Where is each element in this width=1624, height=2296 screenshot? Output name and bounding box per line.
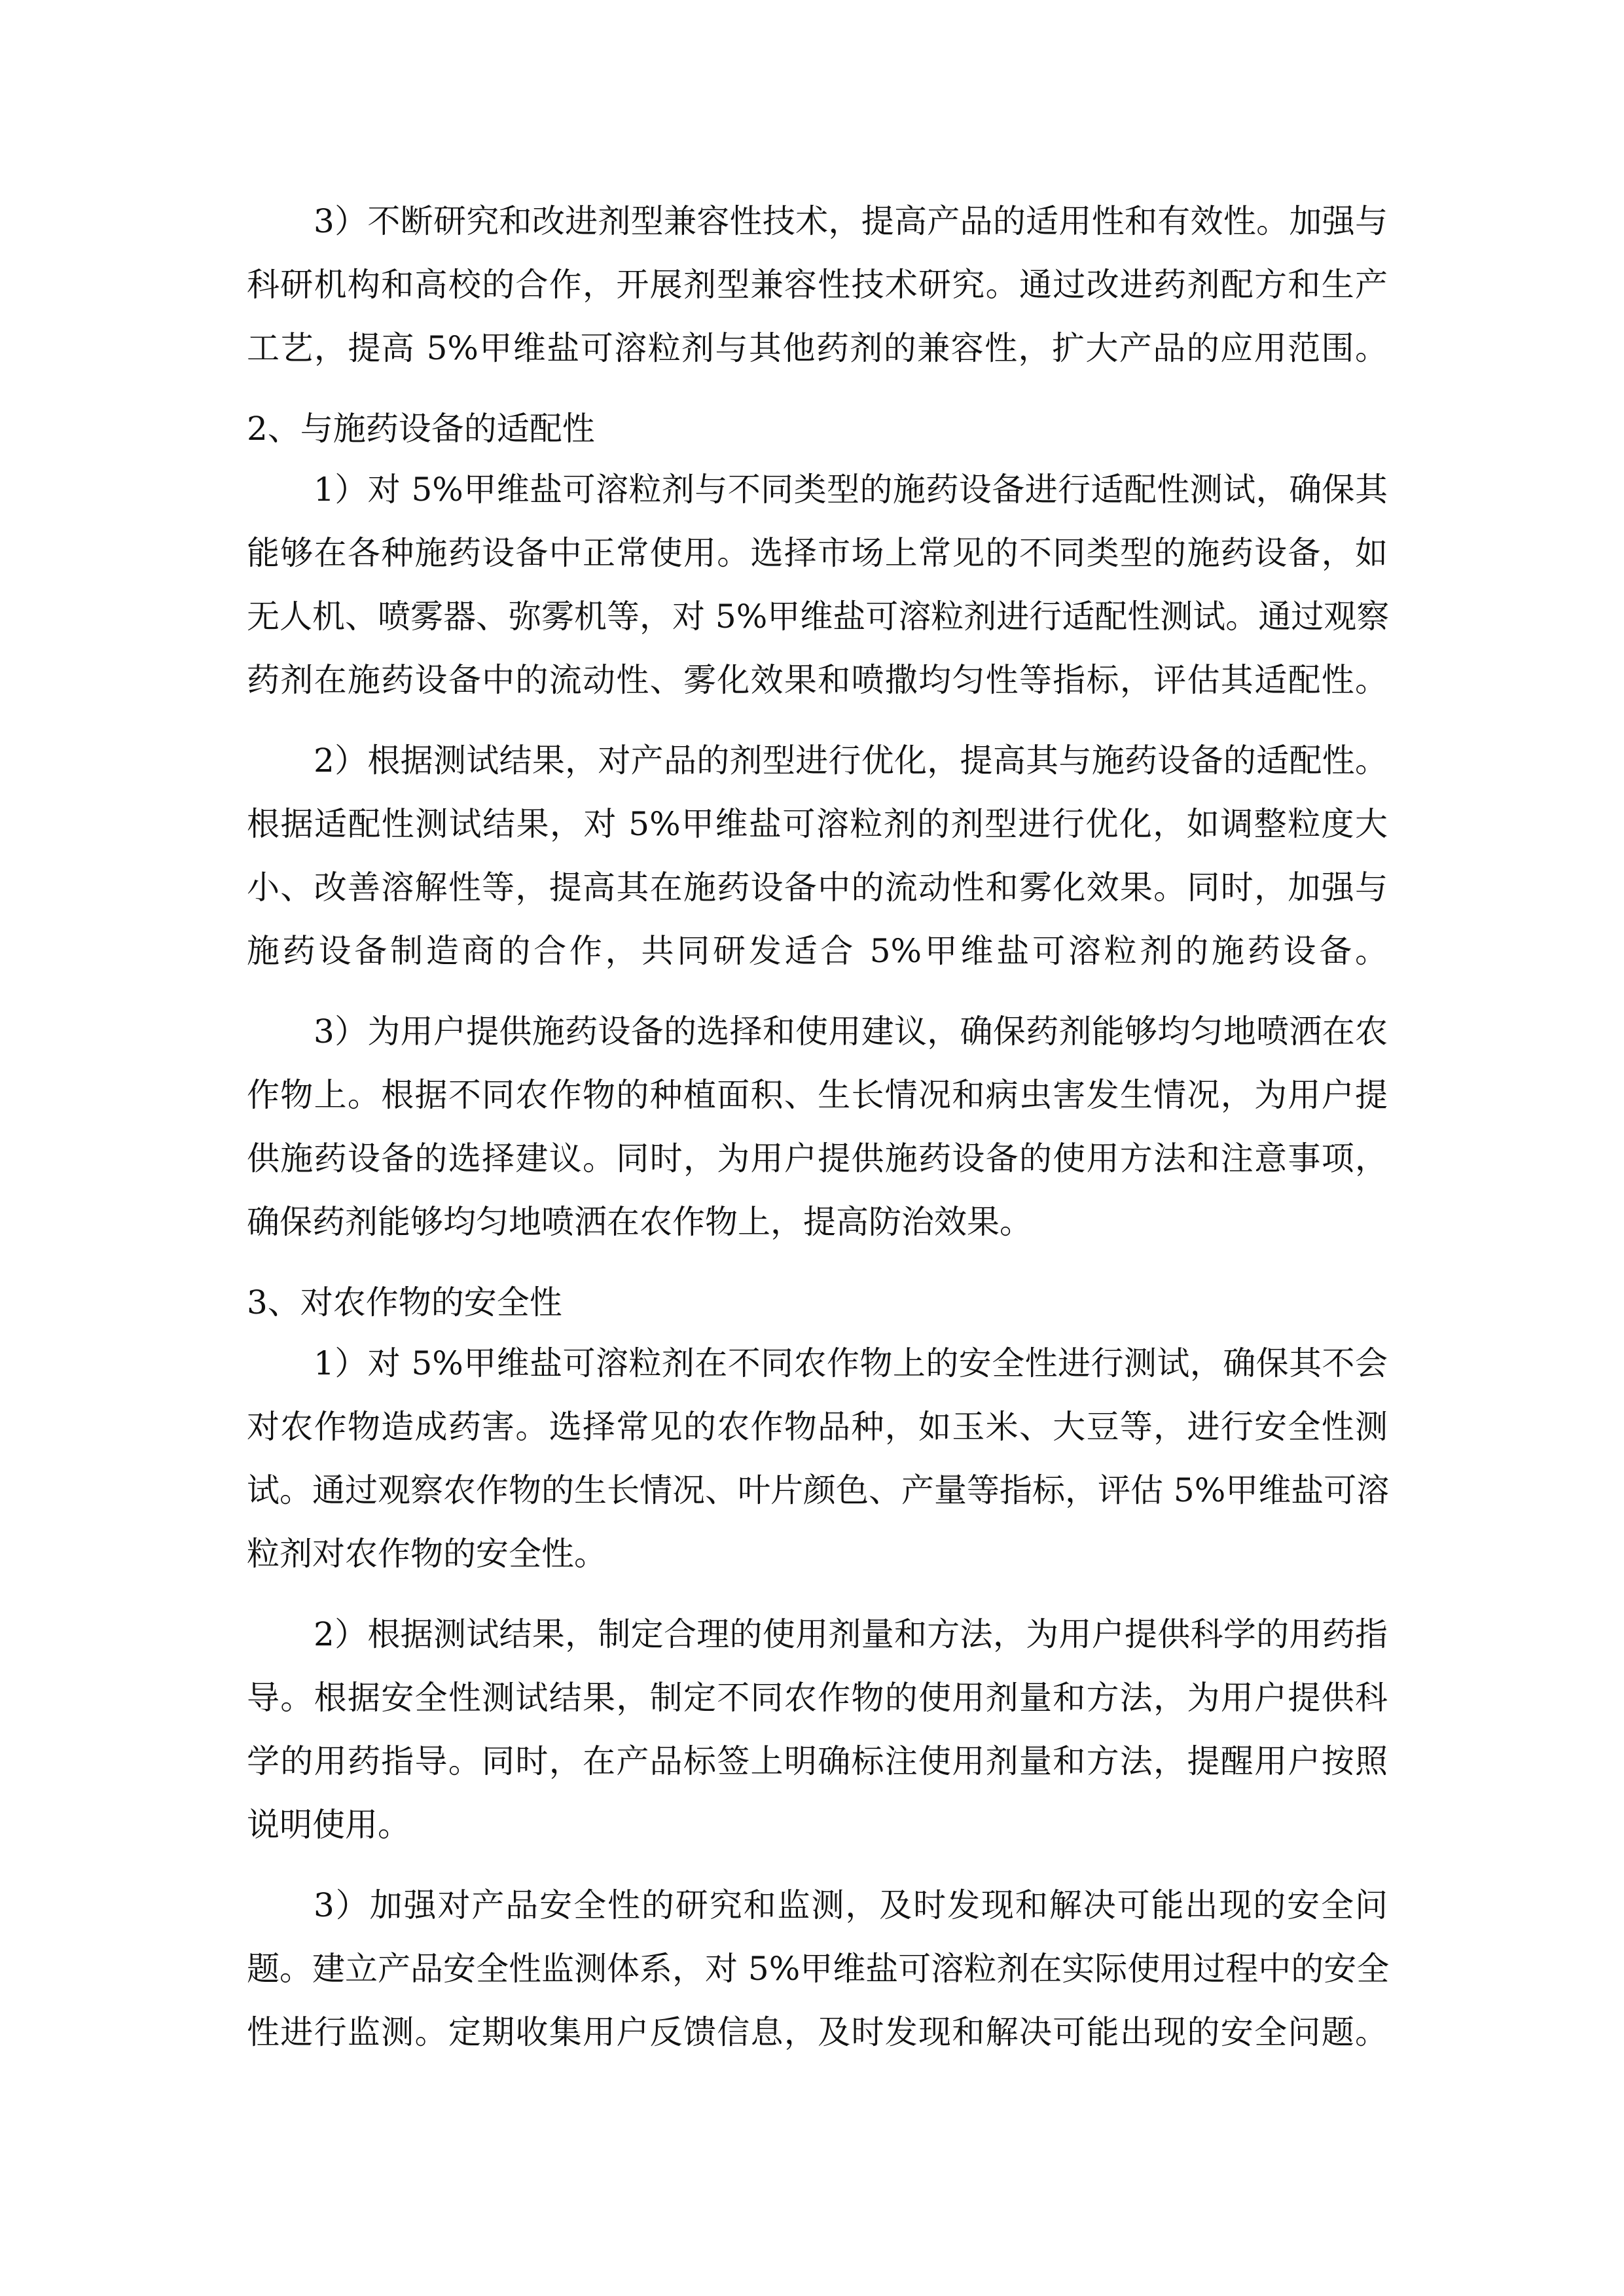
paragraph-line: 无人机、喷雾器、弥雾机等，对 5%甲维盐可溶粒剂进行适配性测试。通过观察 [247,598,1390,636]
paragraph-line: 药剂在施药设备中的流动性、雾化效果和喷撒均匀性等指标，评估其适配性。 [247,661,1388,699]
paragraph-line: 学的用药指导。同时，在产品标签上明确标注使用剂量和方法，提醒用户按照 [247,1742,1388,1780]
paragraph-line: 工艺，提高 5%甲维盐可溶粒剂与其他药剂的兼容性，扩大产品的应用范围。 [247,329,1388,367]
paragraph [247,458,1388,712]
paragraph-line: 说明使用。 [247,1806,410,1844]
paragraph-line: 科研机构和高校的合作，开展剂型兼容性技术研究。通过改进药剂配方和生产 [247,266,1388,304]
paragraph-line: 施药设备制造商的合作，共同研发适合 5%甲维盐可溶粒剂的施药设备。 [247,932,1388,970]
paragraph [247,1874,1388,2064]
paragraph-line: 1）对 5%甲维盐可溶粒剂与不同类型的施药设备进行适配性测试，确保其 [314,471,1388,509]
section-heading [247,1271,1388,1335]
paragraph [247,1332,1388,1586]
paragraph-line: 2）根据测试结果，制定合理的使用剂量和方法，为用户提供科学的用药指 [314,1615,1388,1653]
paragraph-line: 2）根据测试结果，对产品的剂型进行优化，提高其与施药设备的适配性。 [314,742,1388,780]
paragraph-line: 粒剂对农作物的安全性。 [247,1535,607,1573]
paragraph [247,729,1388,983]
paragraph [247,1603,1388,1857]
paragraph-line: 导。根据安全性测试结果，制定不同农作物的使用剂量和方法，为用户提供科 [247,1679,1388,1717]
paragraph-line: 3）不断研究和改进剂型兼容性技术，提高产品的适用性和有效性。加强与 [314,202,1388,240]
paragraph-line: 3）加强对产品安全性的研究和监测，及时发现和解决可能出现的安全问 [314,1886,1388,1924]
paragraph-line: 根据适配性测试结果，对 5%甲维盐可溶粒剂的剂型进行优化，如调整粒度大 [247,805,1388,843]
paragraph-line: 1）对 5%甲维盐可溶粒剂在不同农作物上的安全性进行测试，确保其不会 [314,1344,1388,1382]
paragraph-line: 3）为用户提供施药设备的选择和使用建议，确保药剂能够均匀地喷洒在农 [314,1013,1388,1050]
paragraph-line: 确保药剂能够均匀地喷洒在农作物上，提高防治效果。 [247,1203,1032,1241]
paragraph-line: 试。通过观察农作物的生长情况、叶片颜色、产量等指标，评估 5%甲维盐可溶 [247,1471,1390,1509]
heading-text: 3、对农作物的安全性 [247,1283,562,1321]
paragraph-line: 对农作物造成药害。选择常见的农作物品种，如玉米、大豆等，进行安全性测 [247,1408,1388,1446]
paragraph-line: 能够在各种施药设备中正常使用。选择市场上常见的不同类型的施药设备，如 [247,534,1388,572]
paragraph-line: 性进行监测。定期收集用户反馈信息，及时发现和解决可能出现的安全问题。 [247,2013,1388,2051]
heading-text: 2、与施药设备的适配性 [247,410,595,448]
paragraph [247,1000,1388,1254]
paragraph-line: 小、改善溶解性等，提高其在施药设备中的流动性和雾化效果。同时，加强与 [247,869,1388,906]
paragraph [247,190,1388,380]
document-body [247,190,1388,2081]
paragraph-line: 题。建立产品安全性监测体系，对 5%甲维盐可溶粒剂在实际使用过程中的安全 [247,1950,1390,1988]
paragraph-line: 作物上。根据不同农作物的种植面积、生长情况和病虫害发生情况，为用户提 [247,1076,1388,1114]
section-heading [247,397,1388,461]
paragraph-line: 供施药设备的选择建议。同时，为用户提供施药设备的使用方法和注意事项， [247,1139,1388,1177]
